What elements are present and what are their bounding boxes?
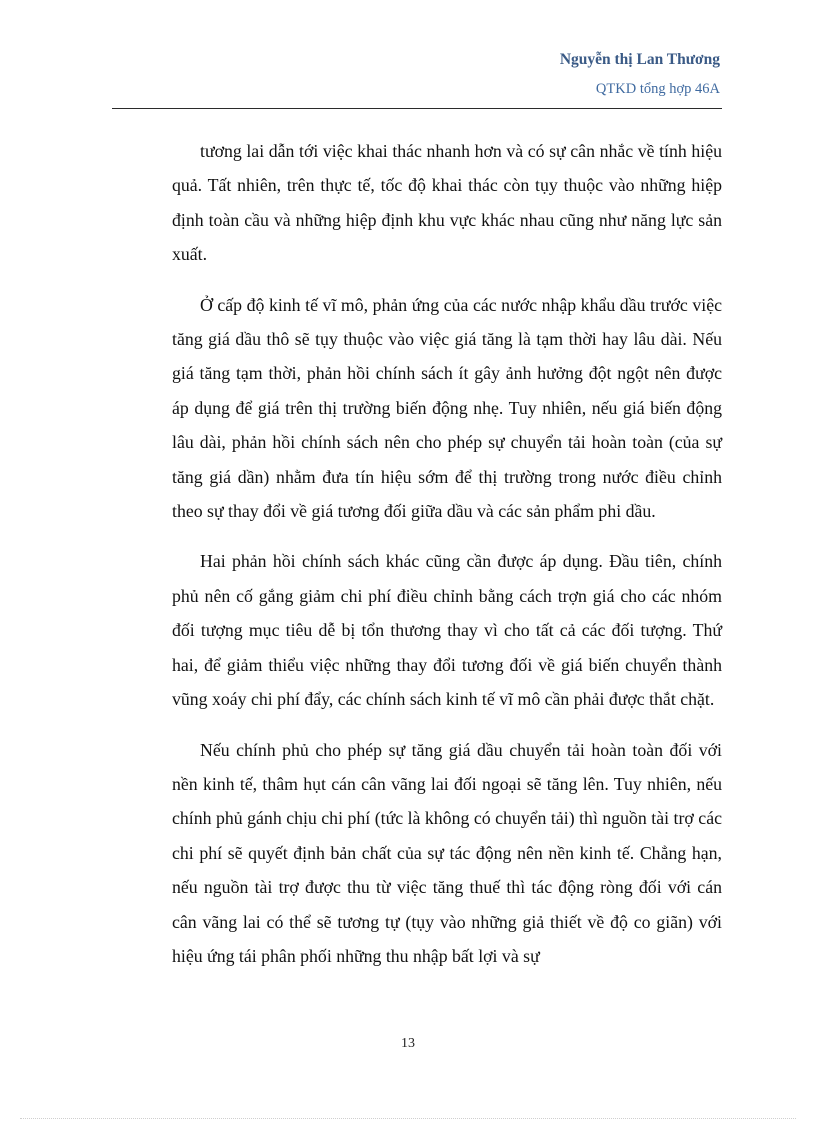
- page-header: [560, 50, 720, 98]
- paragraph-4: Nếu chính phủ cho phép sự tăng giá dầu chuyển tải hoàn toàn đối với nền kinh tế, thâm hụt cán cân vãng lai đối ngoại sẽ tăng lên. Tuy nhiên, nếu chính phủ gánh chịu chi phí (tức là không có chuyển tải) thì nguồn tài trợ các chi phí sẽ quyết định bản chất của sự tác động nên nền kinh tế. Chẳng hạn, nếu nguồn tài trợ được thu từ việc tăng thuế thì tác động ròng đối với cán cân vãng lai có thể sẽ tương tự (tụy vào những giả thiết về độ co giãn) với hiệu ứng tái phân phối những thu nhập bất lợi và sự: [172, 739, 722, 966]
- page-number: 13: [401, 1036, 415, 1051]
- page-bottom-divider: [20, 1118, 796, 1119]
- paragraph-1: tương lai dẫn tới việc khai thác nhanh hơn và có sự cân nhắc về tính hiệu quả. Tất nhiên, trên thực tế, tốc độ khai thác còn tụy thuộc vào những hiệp định toàn cầu và những hiệp định khu vực khác nhau cũng như năng lực sản xuất.: [172, 141, 722, 265]
- header-subtitle: QTKD tổng hợp 46A: [595, 81, 720, 97]
- header-rule: [112, 108, 722, 109]
- paragraph-2: Ở cấp độ kinh tế vĩ mô, phản ứng của các nước nhập khẩu dầu trước việc tăng giá dầu thô sẽ tụy thuộc vào việc giá tăng là tạm thời hay lâu dài. Nếu giá tăng tạm thời, phản hồi chính sách ít gây ảnh hưởng đột ngột nên được áp dụng để giá trên thị trường biến động nhẹ. Tuy nhiên, nếu giá biến động lâu dài, phản hồi chính sách nên cho phép sự chuyển tải hoàn toàn (của sự tăng giá dần) nhằm đưa tín hiệu sớm để thị trường trong nước điều chỉnh theo sự thay đổi về giá tương đối giữa dầu và các sản phẩm phi dầu.: [172, 294, 722, 522]
- document-body: [172, 134, 722, 973]
- header-author: Nguyễn thị Lan Thương: [559, 51, 720, 68]
- paragraph-3: Hai phản hồi chính sách khác cũng cần được áp dụng. Đầu tiên, chính phủ nên cố gắng giảm chi phí điều chỉnh bằng cách trợn giá cho các nhóm đối tượng mục tiêu dễ bị tổn thương thay vì cho tất cả các đối tượng. Thứ hai, để giảm thiểu việc những thay đổi tương đối về giá biến chuyển thành vũng xoáy chi phí đẩy, các chính sách kinh tế vĩ mô cần phải được thắt chặt.: [172, 551, 722, 710]
